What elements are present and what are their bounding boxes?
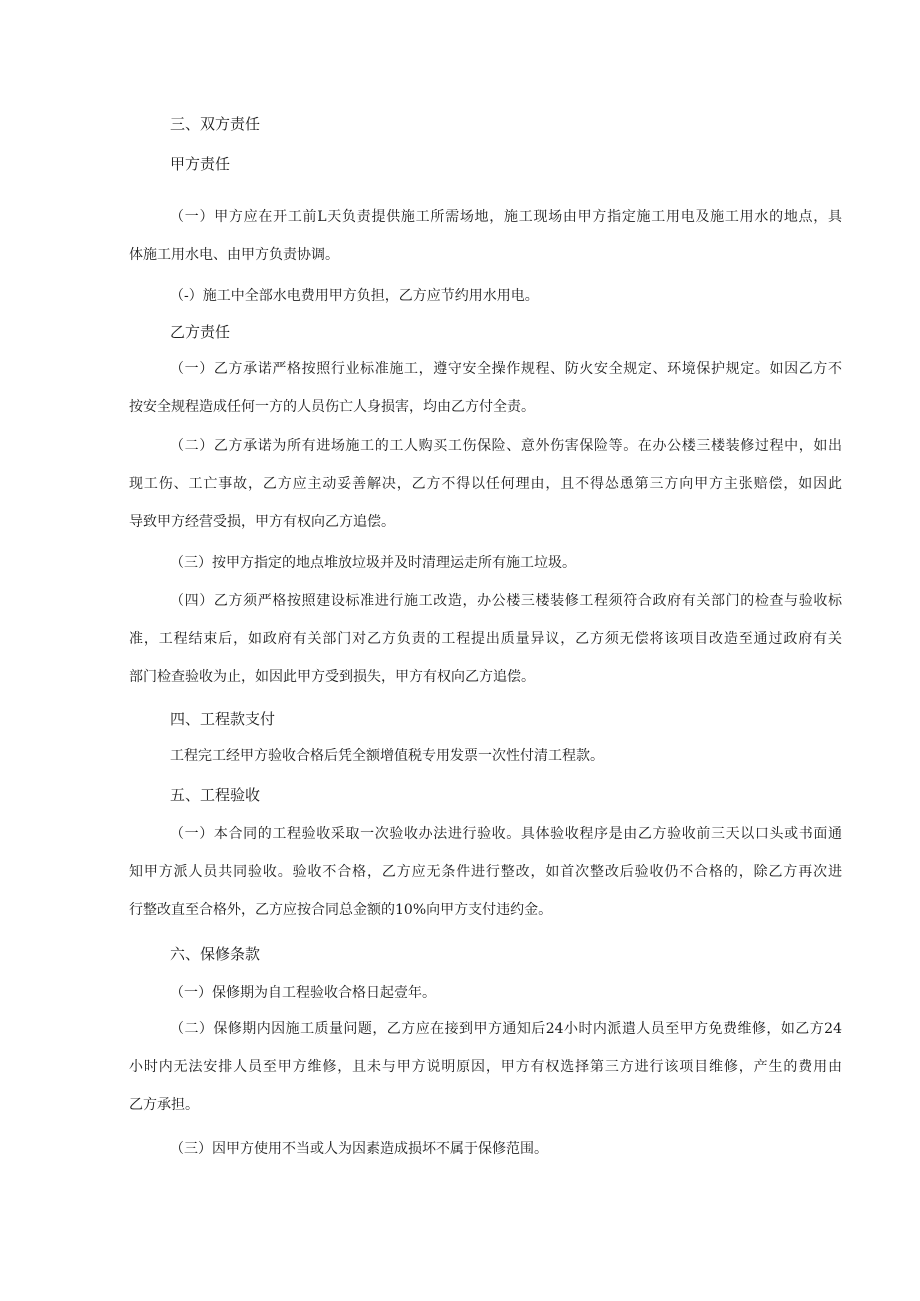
section-6-title: 六、保修条款 xyxy=(170,945,261,963)
warranty-clause-3: （三）因甲方使用不当或人为因素造成损坏不属于保修范围。 xyxy=(170,1141,548,1157)
text-line: （二）乙方承诺为所有进场施工的工人购买工伤保险、意外伤害保险等。在办公楼三楼装修过程中，如出 xyxy=(170,438,842,454)
text-line: 现工伤、工亡事故，乙方应主动妥善解决，乙方不得以任何理由，且不得怂恿第三方向甲方主张赔偿，如因此 xyxy=(129,476,842,492)
text-line: 体施工用水电、由甲方负责协调。 xyxy=(129,247,339,263)
party-b-clause-3: （三）按甲方指定的地点堆放垃圾并及时清理运走所有施工垃圾。 xyxy=(170,555,576,571)
text-line: （二）保修期内因施工质量问题，乙方应在接到甲方通知后24小时内派遣人员至甲方免费维修，如乙方24 xyxy=(170,1021,842,1037)
text-line: （一）本合同的工程验收采取一次验收办法进行验收。具体验收程序是由乙方验收前三天以口头或书面通 xyxy=(170,826,842,842)
text-line: （四）乙方须严格按照建设标准进行施工改造，办公楼三楼装修工程须符合政府有关部门的检查与验收标 xyxy=(170,593,842,609)
warranty-clause-1: （一）保修期为自工程验收合格日起壹年。 xyxy=(170,985,436,1001)
text-line: 知甲方派人员共同验收。验收不合格，乙方应无条件进行整改，如首次整改后验收仍不合格的，除乙方再次进 xyxy=(129,864,842,880)
warranty-clause-2 xyxy=(129,1010,842,1124)
text-line: （一）甲方应在开工前L天负责提供施工所需场地，施工现场由甲方指定施工用电及施工用水的地点，具 xyxy=(170,209,842,225)
text-line: 乙方承担。 xyxy=(129,1097,199,1113)
party-b-title: 乙方责任 xyxy=(170,323,231,341)
text-line: 小时内无法安排人员至甲方维修，且未与甲方说明原因，甲方有权选择第三方进行该项目维修，产生的费用由 xyxy=(129,1059,842,1075)
party-b-clause-1 xyxy=(129,350,842,426)
text-line: 导致甲方经营受损，甲方有权向乙方追偿。 xyxy=(129,514,395,530)
section-3-title: 三、双方责任 xyxy=(170,115,261,133)
party-b-clause-2 xyxy=(129,427,842,541)
section-4-text: 工程完工经甲方验收合格后凭全额增值税专用发票一次性付清工程款。 xyxy=(170,748,604,764)
text-line: 准，工程结束后，如政府有关部门对乙方负责的工程提出质量异议，乙方须无偿将该项目改造至通过政府有关 xyxy=(129,631,842,647)
text-line: 部门检查验收为止，如因此甲方受到损失，甲方有权向乙方追偿。 xyxy=(129,669,535,685)
party-b-clause-4 xyxy=(129,582,842,696)
section-4-title: 四、工程款支付 xyxy=(170,710,276,728)
party-a-clause-1 xyxy=(129,198,842,274)
party-a-clause-2: （-）施工中全部水电费用甲方负担，乙方应节约用水用电。 xyxy=(170,288,539,304)
text-line: 行整改直至合格外，乙方应按合同总金额的10%向甲方支付违约金。 xyxy=(129,902,553,918)
section-5-clause-1 xyxy=(129,815,842,929)
party-a-title: 甲方责任 xyxy=(170,155,231,173)
text-line: 按安全规程造成任何一方的人员伤亡人身损害，均由乙方付全责。 xyxy=(129,399,535,415)
text-line: （一）乙方承诺严格按照行业标准施工，遵守安全操作规程、防火安全规定、环境保护规定。如因乙方不 xyxy=(170,361,842,377)
section-5-title: 五、工程验收 xyxy=(170,786,261,804)
